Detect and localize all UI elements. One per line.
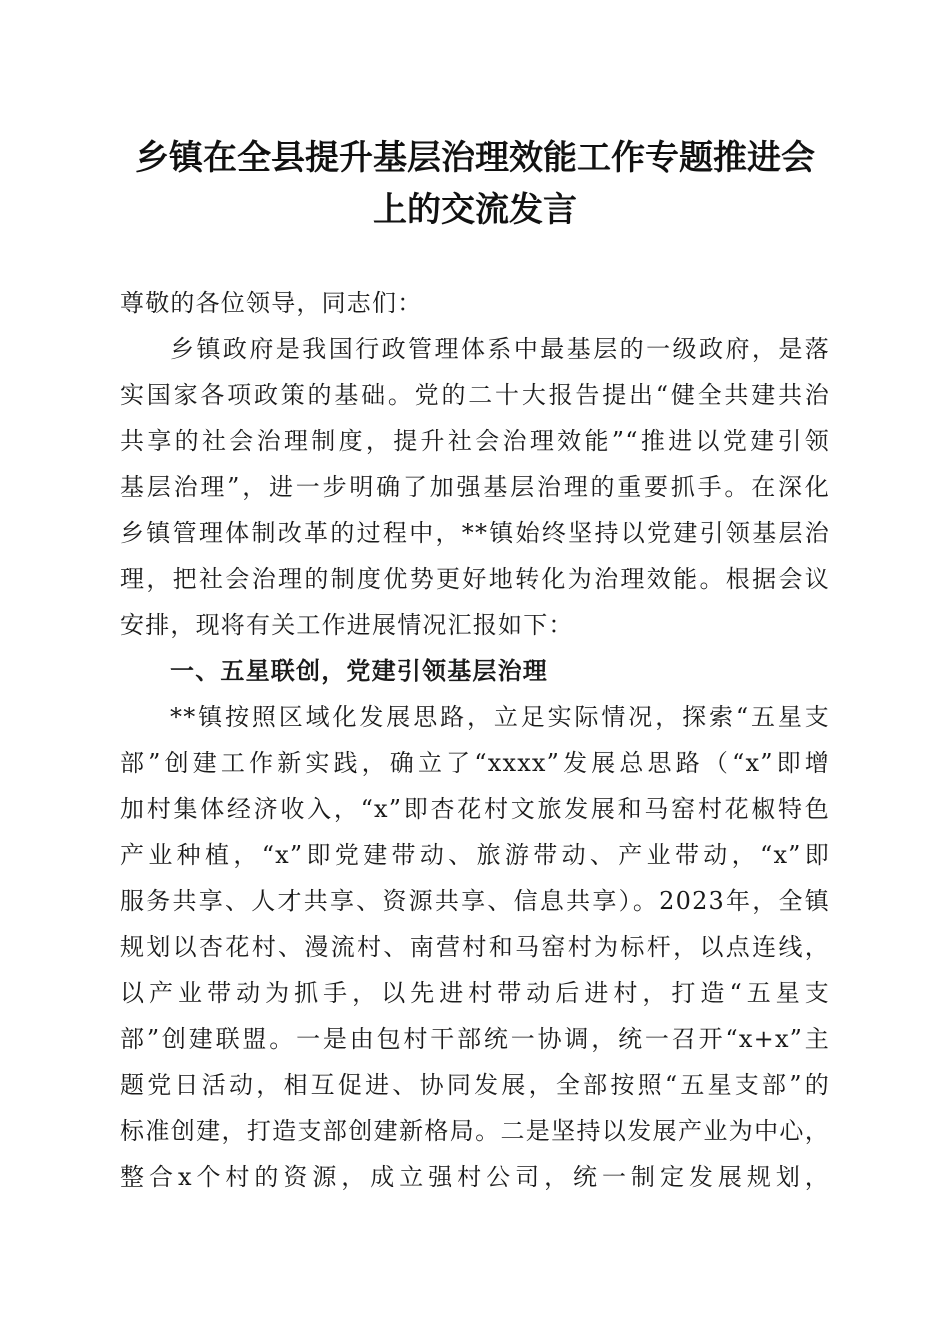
paragraph-line: 整合x个村的资源，成立强村公司，统一制定发展规划，: [120, 1163, 830, 1191]
paragraph-line: 部”创建工作新实践，确立了“xxxx”发展总思路（“x”即增: [120, 749, 830, 777]
paragraph-line: 乡镇管理体制改革的过程中，**镇始终坚持以党建引领基层治: [120, 519, 830, 547]
paragraph-line: 题党日活动，相互促进、协同发展，全部按照“五星支部”的: [120, 1071, 830, 1099]
paragraph-line: 标准创建，打造支部创建新格局。二是坚持以发展产业为中心，: [120, 1117, 830, 1145]
document-title: [100, 132, 850, 236]
section-heading-1: 一、五星联创，党建引领基层治理: [170, 656, 548, 685]
paragraph-section-1: [120, 694, 830, 1200]
paragraph-line: 产业种植，“x”即党建带动、旅游带动、产业带动，“x”即: [120, 841, 830, 869]
paragraph-line: 服务共享、人才共享、资源共享、信息共享）。2023年，全镇: [120, 887, 830, 915]
paragraph-line: 理，把社会治理的制度优势更好地转化为治理效能。根据会议: [120, 565, 830, 593]
paragraph-intro: [120, 326, 830, 648]
paragraph-line: 安排，现将有关工作进展情况汇报如下：: [120, 611, 574, 639]
paragraph-line: 共享的社会治理制度，提升社会治理效能”“推进以党建引领: [120, 427, 830, 455]
title-line-2: 上的交流发言: [373, 190, 577, 230]
paragraph-line: 部”创建联盟。一是由包村干部统一协调，统一召开“x+x”主: [120, 1025, 830, 1053]
paragraph-line: 规划以杏花村、漫流村、南营村和马窑村为标杆，以点连线，: [120, 933, 830, 961]
paragraph-line: **镇按照区域化发展思路，立足实际情况，探索“五星支: [170, 703, 830, 731]
document-body: [120, 280, 830, 1200]
paragraph-line: 基层治理”，进一步明确了加强基层治理的重要抓手。在深化: [120, 473, 830, 501]
title-line-1: 乡镇在全县提升基层治理效能工作专题推进会: [135, 138, 815, 178]
salutation: 尊敬的各位领导，同志们：: [120, 289, 423, 317]
paragraph-line: 加村集体经济收入，“x”即杏花村文旅发展和马窑村花椒特色: [120, 795, 830, 823]
paragraph-line: 以产业带动为抓手，以先进村带动后进村，打造“五星支: [120, 979, 830, 1007]
paragraph-line: 实国家各项政策的基础。党的二十大报告提出“健全共建共治: [120, 381, 830, 409]
paragraph-line: 乡镇政府是我国行政管理体系中最基层的一级政府，是落: [170, 335, 830, 363]
